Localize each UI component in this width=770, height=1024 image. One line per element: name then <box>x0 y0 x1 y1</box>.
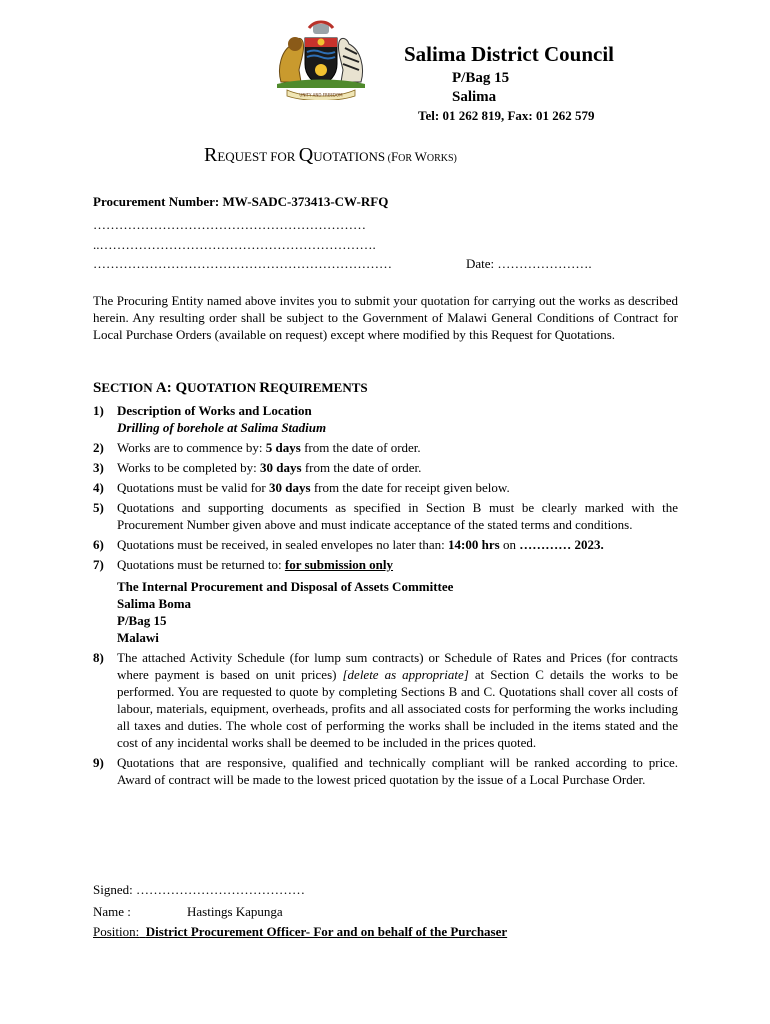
requirements-list <box>93 402 678 791</box>
list-item: 2) Works are to commence by: 5 days from the date of order. <box>93 440 421 455</box>
council-name: Salima District Council <box>404 42 614 66</box>
blank-line: ……………………………………………………… <box>93 217 366 232</box>
council-town: Salima <box>452 89 497 105</box>
signatory-position: Position: District Procurement Officer- For and on behalf of the Purchaser <box>93 924 508 939</box>
list-item: 6) Quotations must be received, in sealed envelopes no later than: 14:00 hrs on ………… 2023. <box>93 537 604 552</box>
list-item: 5) Quotations and supporting documents as specified in Section B must be clearly marked with the Procurement Number given above and must indicate acceptance of the stated terms and conditions. <box>93 500 678 532</box>
date-field: Date: …………………. <box>466 256 592 271</box>
return-address: The Internal Procurement and Disposal of Assets Committee Salima Boma P/Bag 15 Malawi <box>117 579 454 645</box>
procurement-number: Procurement Number: MW-SADC-373413-CW-RFQ <box>93 194 389 209</box>
document-title: REQUEST FOR QUOTATIONS (FOR WORKS) <box>204 144 457 166</box>
svg-text:UNITY AND FREEDOM: UNITY AND FREEDOM <box>299 92 343 98</box>
council-pobox: P/Bag 15 <box>452 70 510 86</box>
signature-line: Signed: ………………………………… <box>93 882 305 897</box>
coat-of-arms-logo <box>271 20 371 100</box>
list-item: 1) Description of Works and Location Drilling of borehole at Salima Stadium <box>93 403 327 435</box>
list-item: 4) Quotations must be valid for 30 days from the date for receipt given below. <box>93 480 510 495</box>
list-item: 3) Works to be completed by: 30 days from the date of order. <box>93 460 422 475</box>
section-a-heading: SECTION A: QUOTATION REQUIREMENTS <box>93 380 368 396</box>
signatory-name: Name : Hastings Kapunga <box>93 904 283 919</box>
list-item: 9) Quotations that are responsive, qualified and technically compliant will be ranked according to price. Award of contract will be made to the lowest priced quotation by the issue of a Local Purchase Order. <box>93 755 678 787</box>
intro-paragraph: The Procuring Entity named above invites you to submit your quotation for carrying out the works as described herein. Any resulting order shall be subject to the Government of Malawi General Conditions of Contract for Local Purchase Orders (available on request) except where modified by this Request for Quotations. <box>93 293 678 342</box>
council-contacts: Tel: 01 262 819, Fax: 01 262 579 <box>418 108 595 123</box>
blank-line: ..………………………………………………………. <box>93 237 376 252</box>
blank-line: …………………………………………………………… <box>93 256 392 271</box>
list-item: 7) Quotations must be returned to: for submission only The Internal Procurement and Disposal of Assets Committee Salima Boma P/Bag 15 Malawi <box>93 556 678 646</box>
list-item: 8) The attached Activity Schedule (for lump sum contracts) or Schedule of Rates and Prices (for contracts where payment is based on unit prices) [delete as appropriate] at Section C details the works to be performed. You are requested to quote by completing Sections B and C. Quotations shall cover all costs of labour, materials, equipment, overheads, profits and all associated costs for performing the works including all taxes and duties. The whole cost of performing the works shall be included in the items stated and the cost of any incidental works shall be deemed to be included in the prices quoted. <box>93 650 678 750</box>
